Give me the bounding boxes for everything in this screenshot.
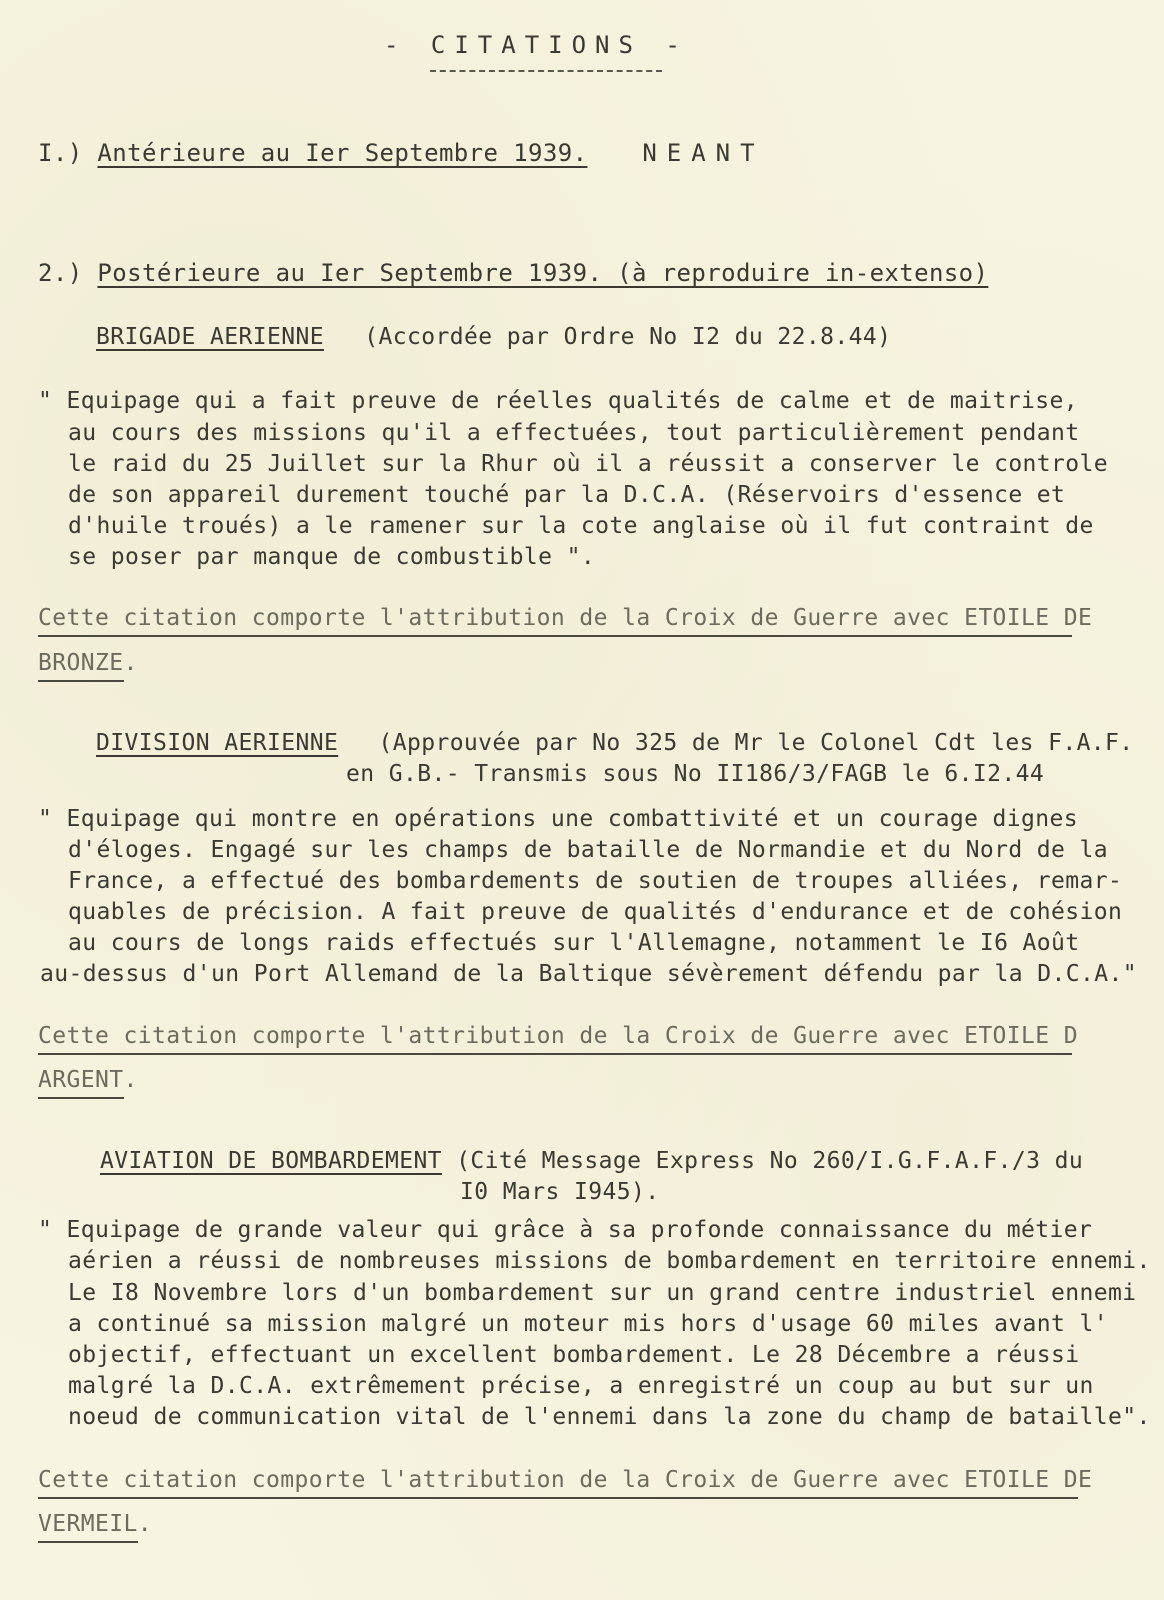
section-1-number: I.) [38, 139, 83, 167]
citation-1-text-line: d'huile troués) a le ramener sur la cote anglaise où il fut contraint de [68, 513, 1094, 539]
citation-1-text-line: le raid du 25 Juillet sur la Rhur où il a réussit a conserver le controle [68, 451, 1109, 477]
citation-2-award-underline-2 [38, 1097, 124, 1099]
citation-1-award-underline [38, 635, 1072, 637]
citation-3-unit: AVIATION DE BOMBARDEMENT [100, 1148, 442, 1174]
citation-3-text-line: malgré la D.C.A. extrêmement précise, a enregistré un coup au but sur un [68, 1373, 1094, 1399]
citation-3-source-1: (Cité Message Express No 260/I.G.F.A.F./3 du [456, 1148, 1084, 1174]
section-2-number: 2.) [38, 259, 83, 287]
citation-3-text-line: objectif, effectuant un excellent bombardement. Le 28 Décembre a réussi [68, 1342, 1080, 1368]
citation-2-text-line: " Equipage qui montre en opérations une combattivité et un courage dignes [38, 806, 1079, 832]
citation-2-header [96, 728, 1134, 758]
citation-3-award-underline-2 [38, 1541, 138, 1543]
citation-2-award-line-2: ARGENT. [38, 1067, 138, 1093]
citation-2-text-line: au-dessus d'un Port Allemand de la Baltique sévèrement défendu par la D.C.A." [40, 961, 1138, 987]
section-2 [38, 258, 988, 288]
citation-1-award-underline-2 [38, 680, 124, 682]
citation-3-award-line-1: Cette citation comporte l'attribution de la Croix de Guerre avec ETOILE DE [38, 1467, 1093, 1493]
citation-3-text-line: aérien a réussi de nombreuses missions de bombardement en territoire ennemi. [68, 1248, 1151, 1274]
document-title: - CITATIONS - [384, 31, 689, 59]
title-underline [430, 70, 662, 72]
citation-3-text-line: Le I8 Novembre lors d'un bombardement sur un grand centre industriel ennemi [68, 1280, 1137, 1306]
citation-1-text-line: de son appareil durement touché par la D.C.A. (Réservoirs d'essence et [68, 482, 1066, 508]
citation-2-text-line: quables de précision. A fait preuve de qualités d'endurance et de cohésion [68, 899, 1123, 925]
citation-3-text-line: noeud de communication vital de l'ennemi dans la zone du champ de bataille". [68, 1404, 1151, 1430]
citation-3-award-line-2: VERMEIL. [38, 1511, 152, 1537]
citation-1-award-line-2: BRONZE. [38, 650, 138, 676]
citation-1-unit: BRIGADE AERIENNE [96, 324, 324, 350]
citation-2-text-line: d'éloges. Engagé sur les champs de bataille de Normandie et du Nord de la [68, 837, 1109, 863]
citation-2-text-line: au cours de longs raids effectués sur l'Allemagne, notamment le I6 Août [68, 930, 1080, 956]
citation-3-award-underline [38, 1497, 1078, 1499]
citation-1-text-line: se poser par manque de combustible ". [68, 544, 596, 570]
citation-3-text-line: a continué sa mission malgré un moteur mis hors d'usage 60 miles avant l' [68, 1311, 1109, 1337]
section-2-heading: Postérieure au Ier Septembre 1939. (à reproduire in-extenso) [97, 259, 989, 287]
citation-3-text-line: " Equipage de grande valeur qui grâce à sa profonde connaissance du métier [38, 1217, 1093, 1243]
citation-3-header [100, 1146, 1083, 1176]
citation-1-text-line: au cours des missions qu'il a effectuées, tout particulièrement pendant [68, 420, 1080, 446]
citation-2-source-1: (Approuvée par No 325 de Mr le Colonel Cdt les F.A.F. [378, 730, 1134, 756]
section-1 [38, 138, 765, 168]
citation-1-header [96, 322, 891, 352]
citation-2-text-line: France, a effectué des bombardements de soutien de troupes alliées, remar- [68, 868, 1123, 894]
citation-2-award-underline [38, 1053, 1072, 1055]
citation-1-text-line: " Equipage qui a fait preuve de réelles qualités de calme et de maitrise, [38, 388, 1079, 414]
citation-3-source-2: I0 Mars I945). [460, 1179, 660, 1205]
citation-1-source: (Accordée par Ordre No I2 du 22.8.44) [364, 324, 892, 350]
citation-2-award-line-1: Cette citation comporte l'attribution de la Croix de Guerre avec ETOILE D [38, 1023, 1079, 1049]
citation-1-award-line-1: Cette citation comporte l'attribution de la Croix de Guerre avec ETOILE DE [38, 605, 1093, 631]
section-1-value: NEANT [642, 139, 765, 167]
section-1-heading: Antérieure au Ier Septembre 1939. [97, 139, 588, 167]
citation-2-unit: DIVISION AERIENNE [96, 730, 339, 756]
citation-2-source-2: en G.B.- Transmis sous No II186/3/FAGB le 6.I2.44 [346, 761, 1045, 787]
